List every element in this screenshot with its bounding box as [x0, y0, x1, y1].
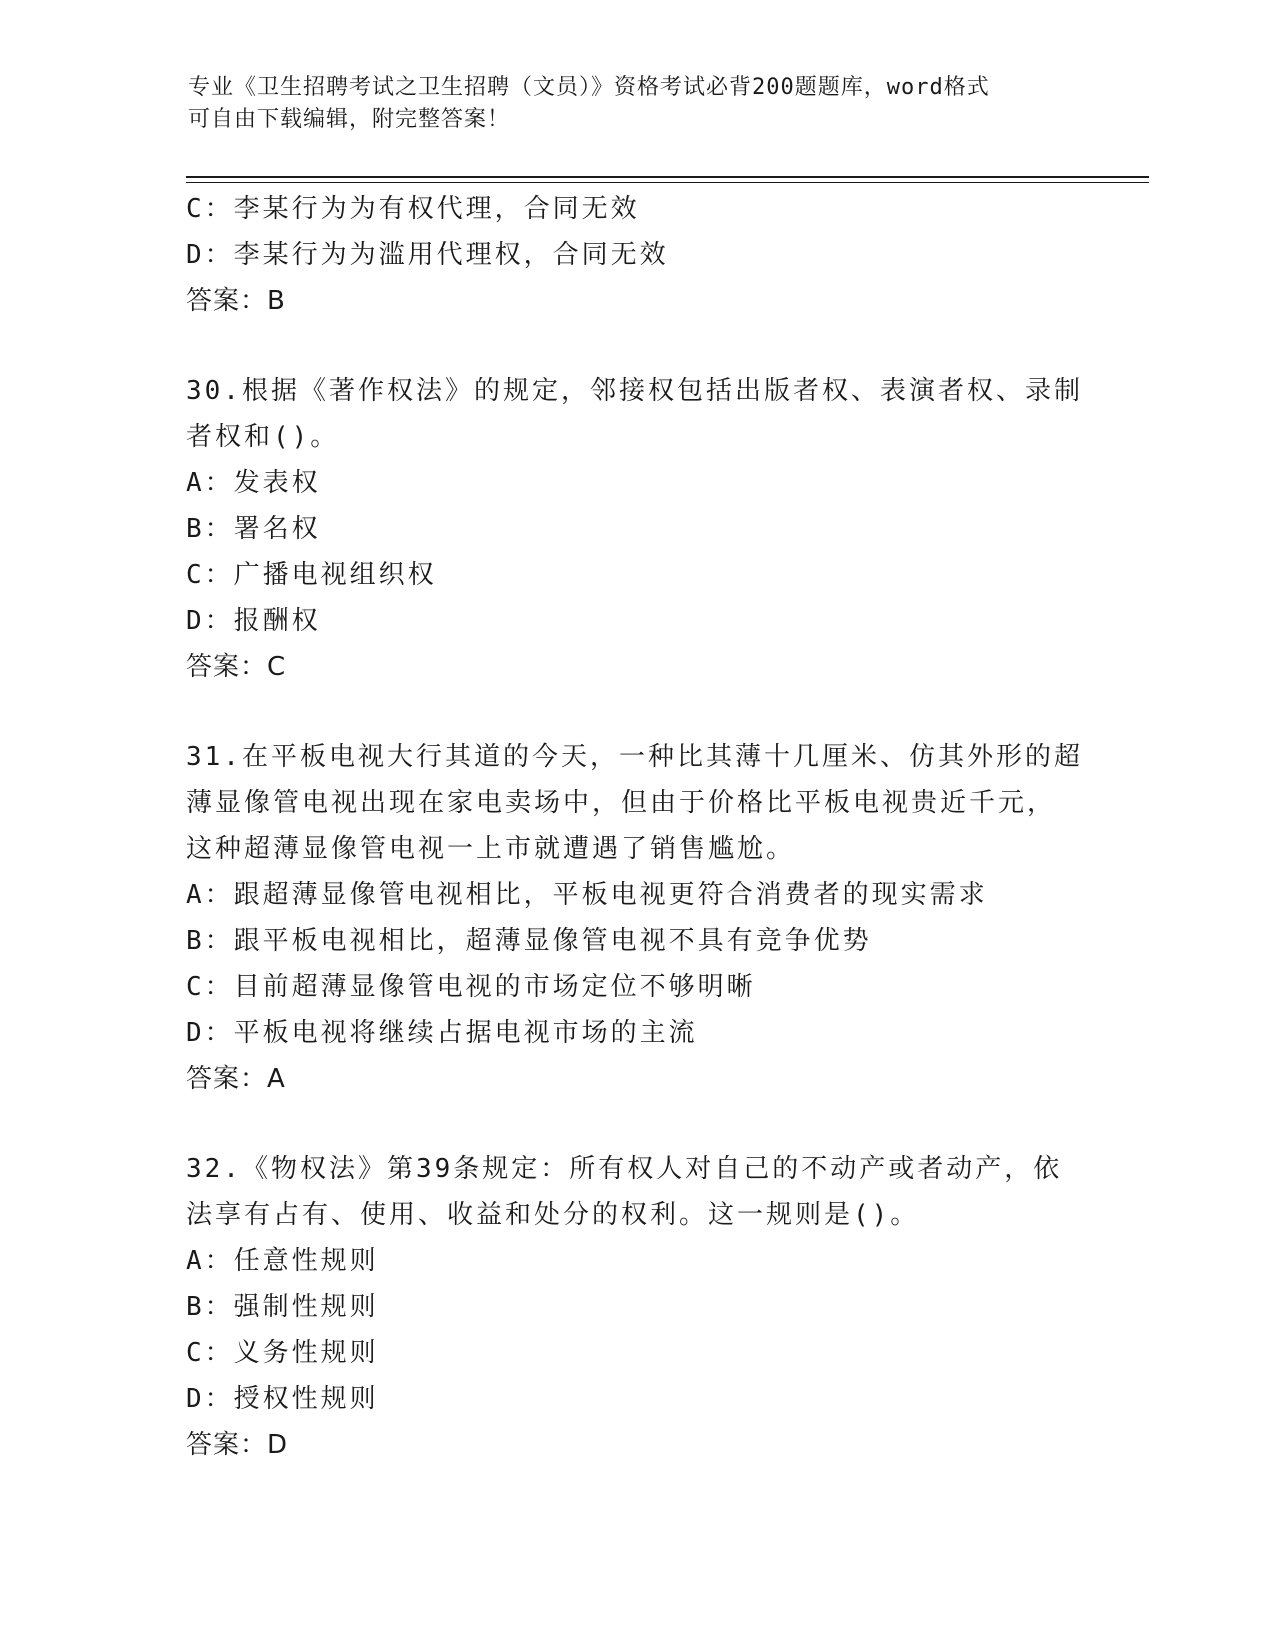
- answer-line: 答案：C: [186, 652, 287, 682]
- option-a: A：任意性规则: [186, 1246, 379, 1276]
- question-32: [186, 1146, 1086, 1468]
- option-c: C：义务性规则: [186, 1338, 379, 1368]
- question-stem-line: 法享有占有、使用、收益和处分的权利。这一规则是()。: [186, 1200, 920, 1230]
- question-31: [186, 734, 1086, 1102]
- header-rule-thin: [186, 182, 1149, 183]
- option-d: D：授权性规则: [186, 1384, 379, 1414]
- option-c: C：广播电视组织权: [186, 560, 437, 590]
- option-d: D：报酬权: [186, 606, 321, 636]
- option-d: D：李某行为为滥用代理权，合同无效: [186, 240, 669, 270]
- question-content: [186, 186, 1086, 1468]
- answer-line: 答案：D: [186, 1430, 289, 1460]
- answer-line: 答案：A: [186, 1064, 286, 1094]
- question-stem-line: 32.《物权法》第39条规定：所有权人对自己的不动产或者动产，依: [186, 1154, 1063, 1184]
- document-header: [188, 72, 1088, 136]
- spacer: [186, 690, 1086, 734]
- header-line-1: 专业《卫生招聘考试之卫生招聘（文员）》资格考试必背200题题库，word格式: [188, 75, 990, 100]
- question-stem-line: 者权和()。: [186, 422, 340, 452]
- option-c: C：目前超薄显像管电视的市场定位不够明晰: [186, 972, 756, 1002]
- previous-question: [186, 186, 1086, 324]
- question-30: [186, 368, 1086, 690]
- option-c: C：李某行为为有权代理，合同无效: [186, 194, 640, 224]
- option-b: B：署名权: [186, 514, 321, 544]
- question-stem-line: 30.根据《著作权法》的规定，邻接权包括出版者权、表演者权、录制: [186, 376, 1083, 406]
- option-a: A：跟超薄显像管电视相比，平板电视更符合消费者的现实需求: [186, 880, 988, 910]
- option-b: B：强制性规则: [186, 1292, 379, 1322]
- answer-line: 答案：B: [186, 286, 286, 316]
- question-stem-line: 薄显像管电视出现在家电卖场中，但由于价格比平板电视贵近千元，: [186, 788, 1057, 818]
- header-rule-thick: [186, 176, 1149, 178]
- option-b: B：跟平板电视相比，超薄显像管电视不具有竞争优势: [186, 926, 872, 956]
- option-d: D：平板电视将继续占据电视市场的主流: [186, 1018, 698, 1048]
- question-stem-line: 31.在平板电视大行其道的今天，一种比其薄十几厘米、仿其外形的超: [186, 742, 1083, 772]
- spacer: [186, 1102, 1086, 1146]
- question-stem-line: 这种超薄显像管电视一上市就遭遇了销售尴尬。: [186, 834, 796, 864]
- option-a: A：发表权: [186, 468, 321, 498]
- spacer: [186, 324, 1086, 368]
- header-line-2: 可自由下载编辑，附完整答案！: [188, 107, 511, 132]
